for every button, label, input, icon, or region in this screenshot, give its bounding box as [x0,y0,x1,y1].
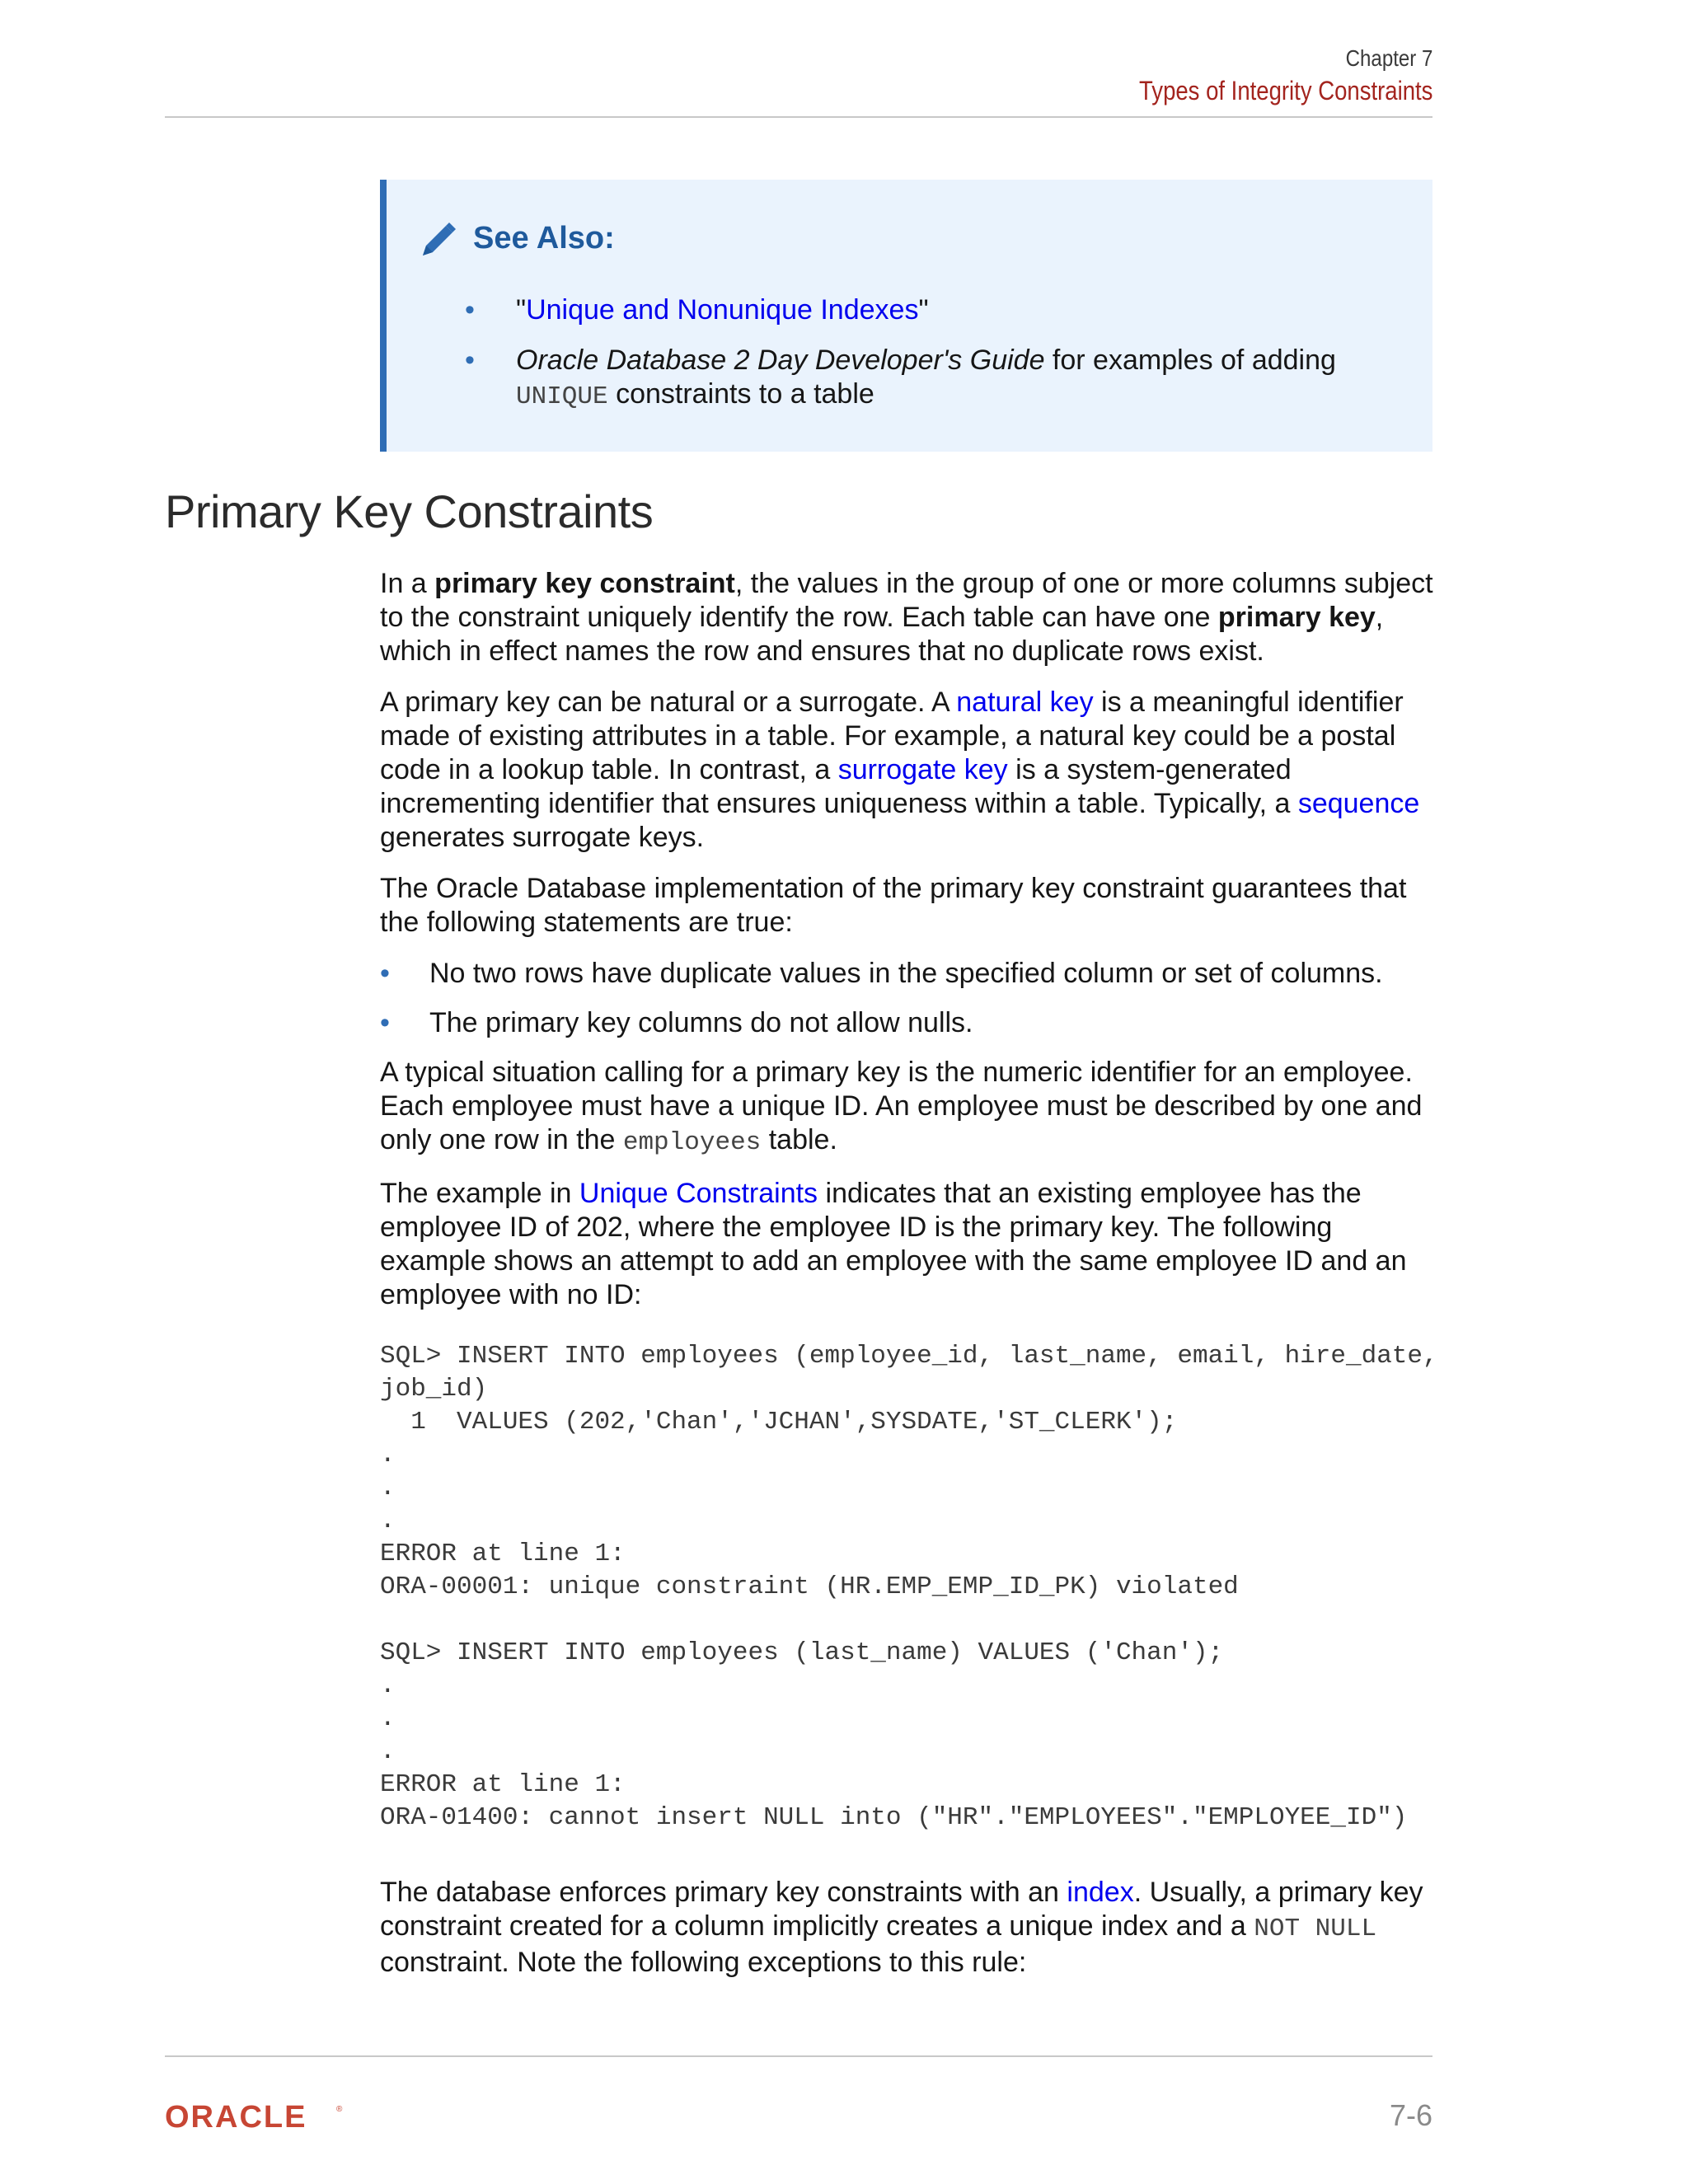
bullet-icon: • [465,344,475,376]
paragraph-employee-example: A typical situation calling for a primary key is the numeric identifier for an employee. Each employee must have a unique ID. An employee must be described by one and only one row in the employees table. [380,1057,1423,1157]
pencil-icon [420,221,457,259]
paragraph-example-intro: The example in Unique Constraints indicates that an existing employee has the employee ID of 202, where the employee ID is the primary key. The following example shows an attempt to add an employee with the same employee ID and an employee with no ID: [380,1178,1407,1310]
link-natural-key[interactable]: natural key [956,687,1094,718]
page-number: 7-6 [1389,2098,1432,2132]
paragraph-definition: In a primary key constraint, the values in the group of one or more columns subject to the constraint uniquely identify the row. Each table can have one primary key, which in effect names the row and ensures that no duplicate rows exist. [380,568,1433,667]
see-also-list [465,293,1372,430]
bullet-icon: • [465,294,475,326]
guarantee-list [380,957,1435,1040]
oracle-logo [165,2100,346,2133]
svg-text:ORACLE: ORACLE [165,2100,307,2133]
body-content [380,567,1438,1997]
inline-code: UNIQUE [516,382,608,411]
inline-code: NOT NULL [1254,1915,1377,1943]
paragraph-index-enforcement: The database enforces primary key constraints with an index. Usually, a primary key constraint created for a column implicitly creates a unique index and a NOT NULL constraint. Note the following exceptions to this rule: [380,1877,1423,1978]
see-also-callout [380,180,1432,452]
bullet-icon: • [380,1007,390,1038]
list-item: • The primary key columns do not allow nulls. [380,1007,973,1038]
link-surrogate-key[interactable]: surrogate key [837,754,1008,785]
running-header [1091,43,1432,107]
see-also-item: • "Unique and Nonunique Indexes" [465,294,929,326]
link-unique-nonunique-indexes[interactable]: Unique and Nonunique Indexes [526,294,919,326]
book-title: Oracle Database 2 Day Developer's Guide [516,344,1045,376]
svg-text:®: ® [336,2105,343,2114]
paragraph-guarantees: The Oracle Database implementation of the primary key constraint guarantees that the following statements are true: [380,873,1407,938]
sql-code-block: SQL> INSERT INTO employees (employee_id, last_name, email, hire_date, job_id) 1 VALUES (202,'Chan','JCHAN',SYSDATE,'ST_CLERK'); . . . ERROR at line 1: ORA-00001: unique constraint (HR.EMP_EMP_ID_PK) violated SQL> INSERT INTO employees (last_name) VALUES ('Chan'); . . . ERROR at line 1: ORA-01400: cannot insert NULL into ("HR"."EMPLOYEES"."EMPLOYEE_ID") [380,1342,1438,1832]
link-sequence[interactable]: sequence [1297,788,1420,819]
list-item: • No two rows have duplicate values in the specified column or set of columns. [380,958,1383,989]
chapter-label: Chapter 7 [1345,45,1432,71]
footer-divider [165,2055,1432,2057]
section-title: Types of Integrity Constraints [1138,76,1432,105]
see-also-item: • Oracle Database 2 Day Developer's Guide for examples of adding UNIQUE constraints to a table [465,344,1336,411]
link-index[interactable]: index [1067,1877,1134,1908]
bullet-icon: • [380,958,390,989]
header-divider [165,116,1432,118]
section-heading: Primary Key Constraints [165,485,654,537]
link-unique-constraints[interactable]: Unique Constraints [579,1178,818,1209]
see-also-title: See Also: [473,221,615,255]
paragraph-natural-surrogate: A primary key can be natural or a surrogate. A natural key is a meaningful identifier made of existing attributes in a table. For example, a natural key could be a postal code in a lookup table. In contrast, a surrogate key is a system-generated incrementing identifier that ensures uniqueness within a table. Typically, a sequence generates surrogate keys. [380,687,1420,853]
inline-code: employees [622,1128,762,1157]
